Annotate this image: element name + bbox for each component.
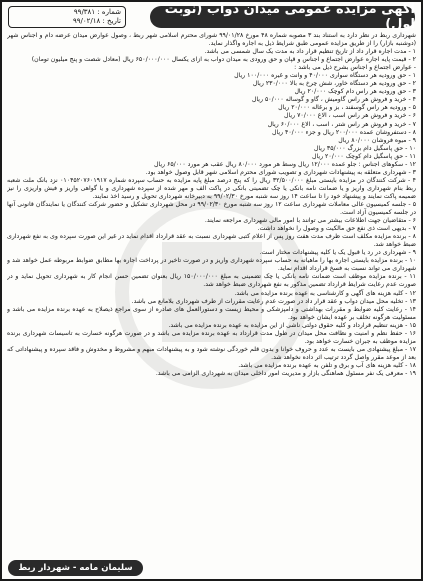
notice-paragraph: ۱۱ - حق پاسگیل دام کوچک ۲۰/۰۰۰ ریال bbox=[311, 152, 416, 160]
notice-paragraph: ۴ - خرید و فروش هر راس گاومیش ، گاو و گوساله ۵۰/۰۰۰ ریال bbox=[251, 96, 416, 104]
signature-banner: سلیمان مامه - شهردار ربط bbox=[8, 560, 143, 576]
notice-paragraph: ۱۴ - رعایت کلیه ضوابط و مقررات بهداشتی و دامپزشکی و محیط زیست و دستورالعمل های صادره از سوی مراجع ذیصلاح به عهده برنده مزایده می باشد و مسئولیت هرگونه تخلف بر عهده ایشان خواهد بود. bbox=[7, 305, 416, 321]
notice-title: آگهی مزایده عمومی میدان دوآب (نوبت اول) bbox=[150, 6, 415, 28]
notice-paragraph: ۱۱ - برنده مزایده موظف است ضمانت نامه بانکی یا چک تضمینی به مبلغ ۱۵۰/۰۰۰/۰۰۰ ریال بعنوان تضمین حسن انجام کار به شهرداری تحویل نماید و در صورت عدم رعایت شرایط قرارداد تضمین مذکور به نفع شهرداری ضبط خواهد شد. bbox=[7, 273, 416, 289]
notice-paragraph: ۴ - شرکت کنندگان در مزایده بایستی مبلغ ۳۲/۵۰۰/۰۰۰ ریال را که پنج درصد مبلغ پایه مزایده به حساب سپرده شماره ۰۱۰۴۵۲۰۷۶۰۱۹۱۷ نزد بانک ملت شعبه ربط بنام شهرداری واریز و یا ضمانت نامه بانکی یا چک تضمینی بانکی در پاکت الف و مهر شده از سپرده شهرداری و یا گواهی واریز و فیش واریزی را نیز ضمیمه پاکت نمایند و پیشنهاد خود را تا ساعت ۱۴ روز سه شنبه مورخ ۹۹/۰۲/۳۰ به دبیرخانه شهرداری تحویل و رسید اخذ نمایند. bbox=[7, 176, 416, 200]
notice-paragraph: ۵ - ورودیه هر راس گوسفند ، بز و برغاله ۲۰/۰۰۰ ریال bbox=[278, 104, 416, 112]
notice-paragraph: ۳ - شهرداری متعلقه به پیشنهادات شهرداری و تصویب شورای محترم اسلامی شهر قابل وصول خواهد بود. bbox=[145, 168, 416, 176]
notice-paragraph: ۱۹ - معرفی یک نفر مسئول هماهنگی بازار و مدیریت امور داخلی میدان به شهرداری الزامی می باشد. bbox=[155, 369, 416, 377]
notice-body bbox=[7, 32, 416, 557]
notice-paragraph: ۱۰ - حق پاسگیل دام بزرگ ۳۵/۰۰۰ ریال bbox=[313, 144, 416, 152]
notice-paragraph: ۱۸ - کلیه هزینه های آب و برق و تلفن به عهده برنده مزایده می باشد. bbox=[238, 361, 416, 369]
notice-paragraph: ۲ - حق ورودیه هر دستگاه خاور، شش چرخ به بالا ۲۳۰/۰۰۰ ریال bbox=[252, 80, 416, 88]
notice-paragraph: شهرداری ربط در نظر دارد به استناد بند ۳ مصوبه شماره ۴۸ مورخ ۹۹/۰۱/۲۸ شورای محترم اسلامی شهر ربط ، وصول عوارض میدان عرضه دام و اجناس شهر (دوشنبه بازار) را از طریق مزایده عمومی طبق شرایط ذیل به اجاره واگذار نماید. bbox=[7, 32, 416, 48]
notice-paragraph: ۶ - متقاضیان جهت اطلاعات بیشتر می توانند با امور مالی شهرداری مراجعه نمایند. bbox=[204, 217, 416, 225]
notice-paragraph: ۱۶ - حفظ نظم و امنیت و نظافت محل میدان در طول مدت قرارداد به عهده برنده مزایده می باشد و در صورت هرگونه خسارت به تاسیسات شهرداری برنده مزایده موظف به جبران خسارت خواهد بود. bbox=[7, 329, 416, 345]
notice-paragraph: ۱۲ - کلیه هزینه های آگهی و کارشناسی به عهده برنده مزایده می باشد. bbox=[234, 289, 416, 297]
notice-paragraph: ۲ - قیمت پایه اجاره عوارض اجتماع و اجناس و قپان و حق ورودی به میدان دواب به ازای یکسال ۶۵۰/۰۰۰/۰۰۰ ریال (معادل شصت و پنج میلیون تومان) bbox=[31, 56, 416, 64]
reference-date: تاریخ : ۹۹/۰۲/۱۸ bbox=[72, 17, 121, 25]
notice-paragraph: ۳ - حق ورودیه هر راس دام کوچک ۲۰/۰۰۰ ریال bbox=[294, 88, 416, 96]
notice-paragraph: ۷ - بدیهی است ذی نفع حق مالکیت و وصول را نخواهد داشت. bbox=[257, 225, 416, 233]
notice-paragraph: ۱ - مدت اجاره قرار داد از تاریخ تنظیم قرار داد به مدت یک سال شمسی می باشد. bbox=[204, 48, 416, 56]
notice-paragraph: ۹ - شهرداری در رد یا قبول یک یا کلیه پیشنهادات مختار است. bbox=[259, 249, 416, 257]
notice-paragraph: ۱۲ - سکوهای اجناس : جلو عمده ۱۲/۰۰۰ ریال وسط هر مورد ۸۰/۰۰۰ ریال عقب هر مورد ۶۵/۰۰۰ ریال bbox=[153, 160, 416, 168]
notice-paragraph: ۱۵ - هزینه تنظیم قرارداد و کلیه حقوق دولتی ناشی از این مزایده به عهده برنده مزایده می باشد. bbox=[168, 321, 416, 329]
notice-paragraph: ۵ - جلسه کمیسیون عالی معاملات شهرداری ساعت ۱۲ روز سه شنبه مورخ ۹۹/۰۲/۳۰ در محل شهرداری تشکیل و حضور شرکت کنندگان یا نمایندگان قانونی آنها در جلسه کمیسیون آزاد است. bbox=[7, 200, 416, 217]
notice-paragraph: ۹ - میوه فروشان ۸۰/۰۰۰ ریال bbox=[338, 136, 416, 144]
notice-paragraph: ۱۳ - تخلیه محل میدان دواب و عقد قرار داد در صورت عدم رعایت مقررات از طرف شهرداری بلامانع می باشد. bbox=[131, 297, 416, 305]
notice-paragraph: ۱ - حق ورودیه هر دستگاه سواری ۴۰/۰۰۰ و وانت و غیره ۱۰۰/۰۰۰ ریال bbox=[234, 72, 416, 80]
reference-number: شماره : ۹۹/۳۸۱ bbox=[73, 8, 121, 16]
notice-paragraph: ۱۷ - مبلغ پیشنهادی می بایست به عدد و حروف خوانا و بدون قلم خوردگی نوشته شود و به پیشنهادات مبهم و مشروط و مخدوش و فاقد سپرده و پیشنهاداتی که بعد از موعد مقرر واصل گردد ترتیب اثر داده نخواهد شد. bbox=[7, 345, 416, 361]
notice-paragraph: ۸ - برنده مزایده مکلف است ظرف مدت هفت روز پس از اعلام کتبی شهرداری نسبت به عقد قرارداد اقدام نماید در غیر این صورت سپرده وی به نفع شهرداری ضبط خواهد شد. bbox=[7, 233, 416, 249]
notice-paragraph: ۸ - دستفروشان عمده ۲۰۰/۰۰۰ ریال و جزء ۴۰/۰۰۰ ریال bbox=[271, 128, 416, 136]
notice-paragraph: ۷ - خرید و فروش هر راس شتر ، اسب ، الاغ ۶۰/۰۰۰ ریال bbox=[267, 120, 416, 128]
reference-box bbox=[8, 6, 126, 28]
notice-header bbox=[8, 2, 415, 32]
notice-paragraph: - عوارض اجتماع و اجناس بشرح ذیل می باشد : bbox=[294, 64, 416, 72]
notice-paragraph: ۶ - خرید و فروش هر راس اسب ، الاغ ۷۰/۰۰۰ ریال bbox=[284, 112, 416, 120]
notice-paragraph: ۱۰ - برنده مزایده بایستی اجاره بها را ماهیانه به حساب سپرده شهرداری واریز و در صورت تاخیر در پرداخت اجاره بها مطابق ضوابط مربوطه عمل خواهد شد و شهرداری می تواند نسبت به فسخ قرارداد اقدام نماید. bbox=[7, 257, 416, 273]
